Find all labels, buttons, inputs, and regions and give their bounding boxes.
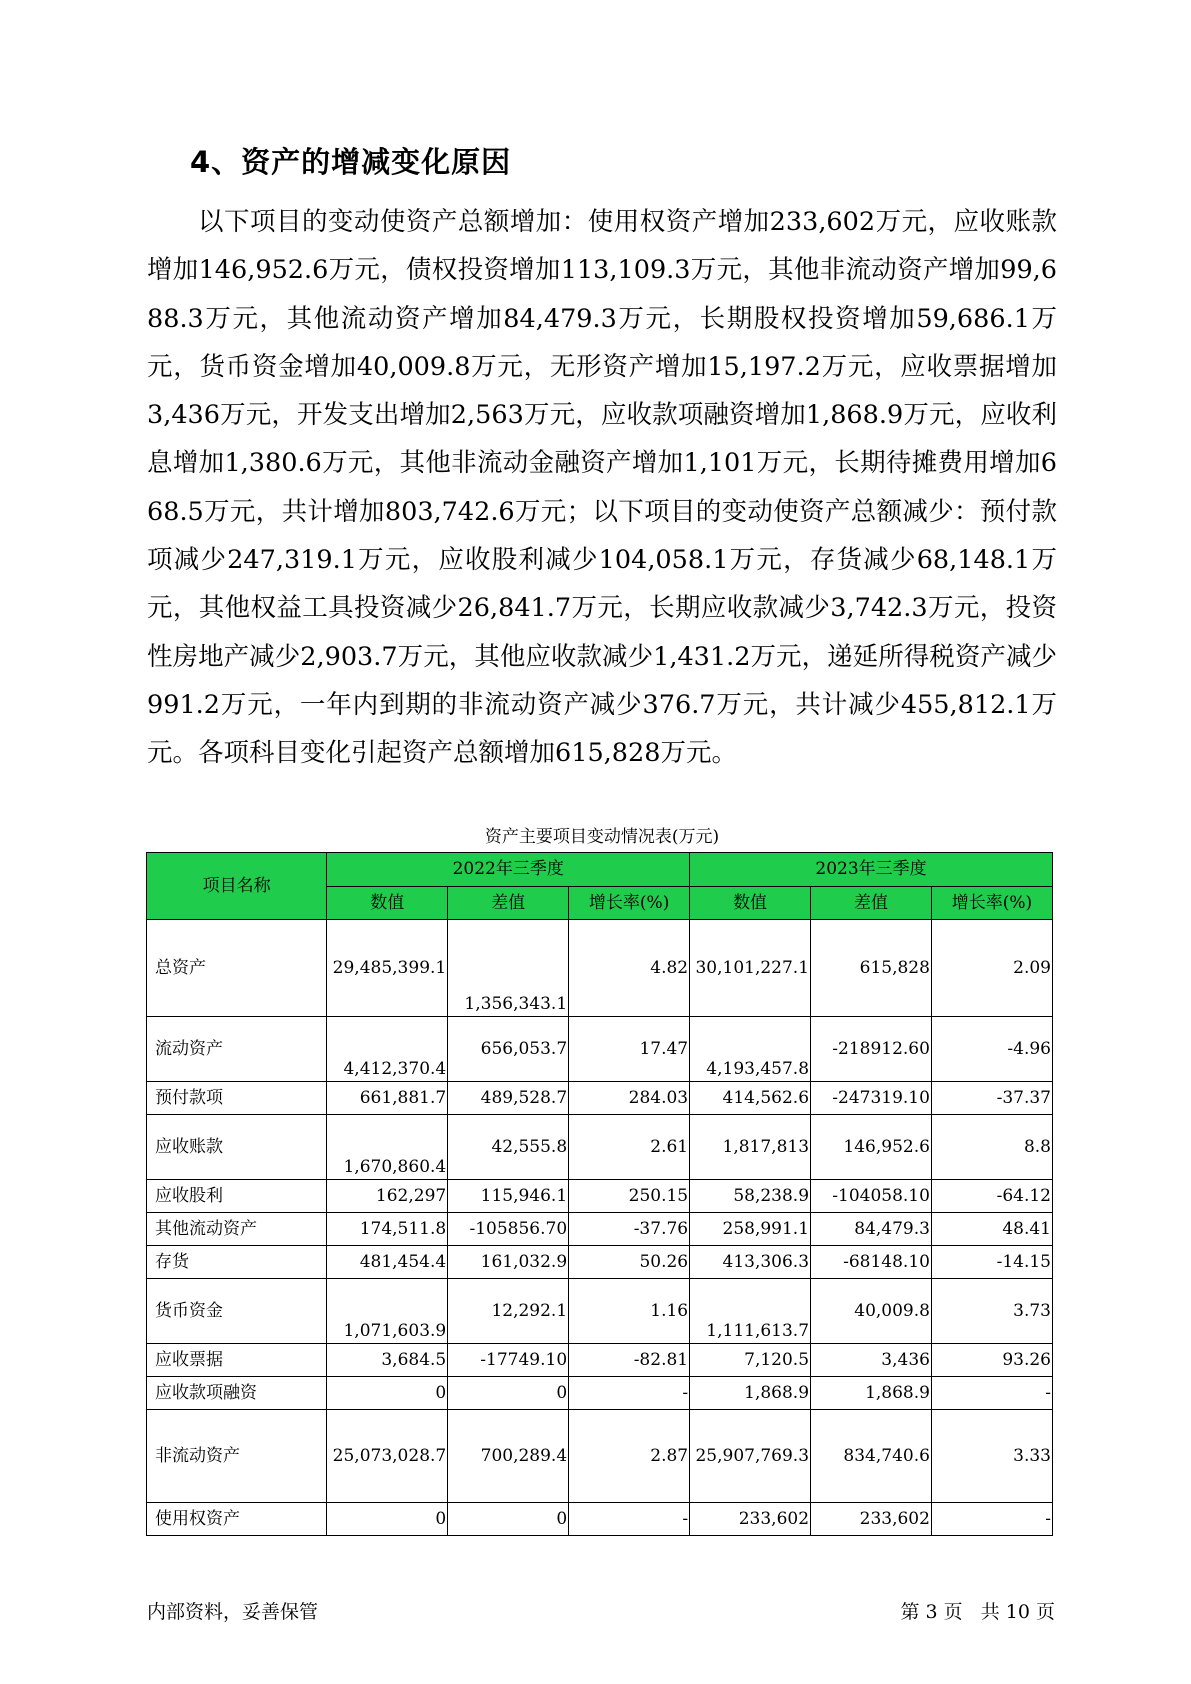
header-item-name: 项目名称 [147, 853, 327, 920]
value-2022: 162,297 [327, 1180, 448, 1213]
row-name: 非流动资产 [147, 1410, 327, 1503]
growth-2023: -37.37 [931, 1082, 1052, 1115]
body-paragraph: 以下项目的变动使资产总额增加：使用权资产增加233,602万元，应收账款增加146,952.6万元，债权投资增加113,109.3万元，其他非流动资产增加99,688.3万元，其他流动资产增加84,479.3万元，长期股权投资增加59,686.1万元，货币资金增加40,009.8万元，无形资产增加15,197.2万元，应收票据增加3,436万元，开发支出增加2,563万元，应收款项融资增加1,868.9万元，应收利息增加1,380.6万元，其他非流动金融资产增加1,101万元，长期待摊费用增加668.5万元，共计增加803,742.6万元；以下项目的变动使资产总额减少：预付款项减少247,319.1万元，应收股利减少104,058.1万元，存货减少68,148.1万元，其他权益工具投资减少26,841.7万元，长期应收款减少3,742.3万元，投资性房地产减少2,903.7万元，其他应收款减少1,431.2万元，递延所得税资产减少991.2万元，一年内到期的非流动资产减少376.7万元，共计减少455,812.1万元。各项科目变化引起资产总额增加615,828万元。 [147, 207, 1057, 769]
row-name: 流动资产 [147, 1017, 327, 1082]
header-period-2023: 2023年三季度 [690, 853, 1053, 887]
growth-2022: 17.47 [569, 1017, 690, 1082]
value-2023: 7,120.5 [690, 1344, 811, 1377]
growth-2023: - [931, 1377, 1052, 1410]
table-row [147, 1503, 1053, 1536]
value-2023: 1,868.9 [690, 1377, 811, 1410]
value-2023: 4,193,457.8 [690, 1017, 811, 1082]
growth-2023: - [931, 1503, 1052, 1536]
diff-2023: 1,868.9 [811, 1377, 932, 1410]
value-2022: 25,073,028.7 [327, 1410, 448, 1503]
asset-change-table [146, 852, 1053, 1536]
growth-2023: 48.41 [931, 1213, 1052, 1246]
growth-2023: 93.26 [931, 1344, 1052, 1377]
value-2022: 29,485,399.1 [327, 920, 448, 1017]
table-row [147, 1377, 1053, 1410]
table-row [147, 1279, 1053, 1344]
row-name: 应收票据 [147, 1344, 327, 1377]
row-name: 应收款项融资 [147, 1377, 327, 1410]
footer-confidential-note: 内部资料，妥善保管 [147, 1601, 319, 1623]
diff-2022: -17749.10 [448, 1344, 569, 1377]
value-2023: 233,602 [690, 1503, 811, 1536]
row-name: 预付款项 [147, 1082, 327, 1115]
growth-2023: 2.09 [931, 920, 1052, 1017]
diff-2022: 12,292.1 [448, 1279, 569, 1344]
table-row [147, 1115, 1053, 1180]
row-name: 使用权资产 [147, 1503, 327, 1536]
table-row [147, 1246, 1053, 1279]
growth-2022: 50.26 [569, 1246, 690, 1279]
growth-2022: 2.87 [569, 1410, 690, 1503]
diff-2023: 3,436 [811, 1344, 932, 1377]
value-2023: 258,991.1 [690, 1213, 811, 1246]
value-2022: 3,684.5 [327, 1344, 448, 1377]
diff-2022: 656,053.7 [448, 1017, 569, 1082]
table-row [147, 1213, 1053, 1246]
value-2023: 1,817,813 [690, 1115, 811, 1180]
growth-2022: 250.15 [569, 1180, 690, 1213]
value-2023: 25,907,769.3 [690, 1410, 811, 1503]
diff-2023: -218912.60 [811, 1017, 932, 1082]
header-diff-2022: 差值 [448, 886, 569, 920]
growth-2022: - [569, 1503, 690, 1536]
table-row [147, 1180, 1053, 1213]
diff-2023: 834,740.6 [811, 1410, 932, 1503]
value-2022: 481,454.4 [327, 1246, 448, 1279]
header-diff-2023: 差值 [811, 886, 932, 920]
growth-2022: 1.16 [569, 1279, 690, 1344]
growth-2023: -4.96 [931, 1017, 1052, 1082]
value-2022: 174,511.8 [327, 1213, 448, 1246]
diff-2022: 700,289.4 [448, 1410, 569, 1503]
diff-2023: 146,952.6 [811, 1115, 932, 1180]
header-period-2022: 2022年三季度 [327, 853, 690, 887]
growth-2022: -37.76 [569, 1213, 690, 1246]
diff-2022: 42,555.8 [448, 1115, 569, 1180]
table-row [147, 1017, 1053, 1082]
diff-2022: -105856.70 [448, 1213, 569, 1246]
value-2022: 0 [327, 1377, 448, 1410]
diff-2022: 489,528.7 [448, 1082, 569, 1115]
diff-2023: 40,009.8 [811, 1279, 932, 1344]
diff-2023: 84,479.3 [811, 1213, 932, 1246]
header-value-2023: 数值 [690, 886, 811, 920]
table-row [147, 1410, 1053, 1503]
growth-2023: 3.73 [931, 1279, 1052, 1344]
value-2023: 30,101,227.1 [690, 920, 811, 1017]
growth-2023: 3.33 [931, 1410, 1052, 1503]
growth-2023: -64.12 [931, 1180, 1052, 1213]
value-2023: 414,562.6 [690, 1082, 811, 1115]
diff-2023: 233,602 [811, 1503, 932, 1536]
value-2023: 58,238.9 [690, 1180, 811, 1213]
growth-2022: 2.61 [569, 1115, 690, 1180]
header-growth-2022: 增长率(%) [569, 886, 690, 920]
diff-2022: 161,032.9 [448, 1246, 569, 1279]
growth-2023: -14.15 [931, 1246, 1052, 1279]
diff-2022: 0 [448, 1377, 569, 1410]
row-name: 应收账款 [147, 1115, 327, 1180]
value-2023: 413,306.3 [690, 1246, 811, 1279]
header-value-2022: 数值 [327, 886, 448, 920]
value-2022: 1,670,860.4 [327, 1115, 448, 1180]
growth-2022: - [569, 1377, 690, 1410]
table-caption: 资产主要项目变动情况表(万元) [484, 827, 720, 847]
row-name: 其他流动资产 [147, 1213, 327, 1246]
row-name: 货币资金 [147, 1279, 327, 1344]
growth-2022: 284.03 [569, 1082, 690, 1115]
table-row [147, 920, 1053, 1017]
table-row [147, 1344, 1053, 1377]
diff-2023: -247319.10 [811, 1082, 932, 1115]
diff-2023: -68148.10 [811, 1246, 932, 1279]
diff-2022: 1,356,343.1 [448, 920, 569, 1017]
diff-2023: -104058.10 [811, 1180, 932, 1213]
value-2022: 1,071,603.9 [327, 1279, 448, 1344]
value-2022: 4,412,370.4 [327, 1017, 448, 1082]
growth-2022: 4.82 [569, 920, 690, 1017]
section-heading: 4、资产的增减变化原因 [190, 145, 512, 179]
value-2022: 0 [327, 1503, 448, 1536]
diff-2022: 115,946.1 [448, 1180, 569, 1213]
header-growth-2023: 增长率(%) [931, 886, 1052, 920]
row-name: 存货 [147, 1246, 327, 1279]
value-2023: 1,111,613.7 [690, 1279, 811, 1344]
diff-2023: 615,828 [811, 920, 932, 1017]
row-name: 应收股利 [147, 1180, 327, 1213]
value-2022: 661,881.7 [327, 1082, 448, 1115]
row-name: 总资产 [147, 920, 327, 1017]
table-row [147, 1082, 1053, 1115]
growth-2022: -82.81 [569, 1344, 690, 1377]
footer-page-number: 第 3 页 共 10 页 [900, 1601, 1055, 1623]
diff-2022: 0 [448, 1503, 569, 1536]
growth-2023: 8.8 [931, 1115, 1052, 1180]
